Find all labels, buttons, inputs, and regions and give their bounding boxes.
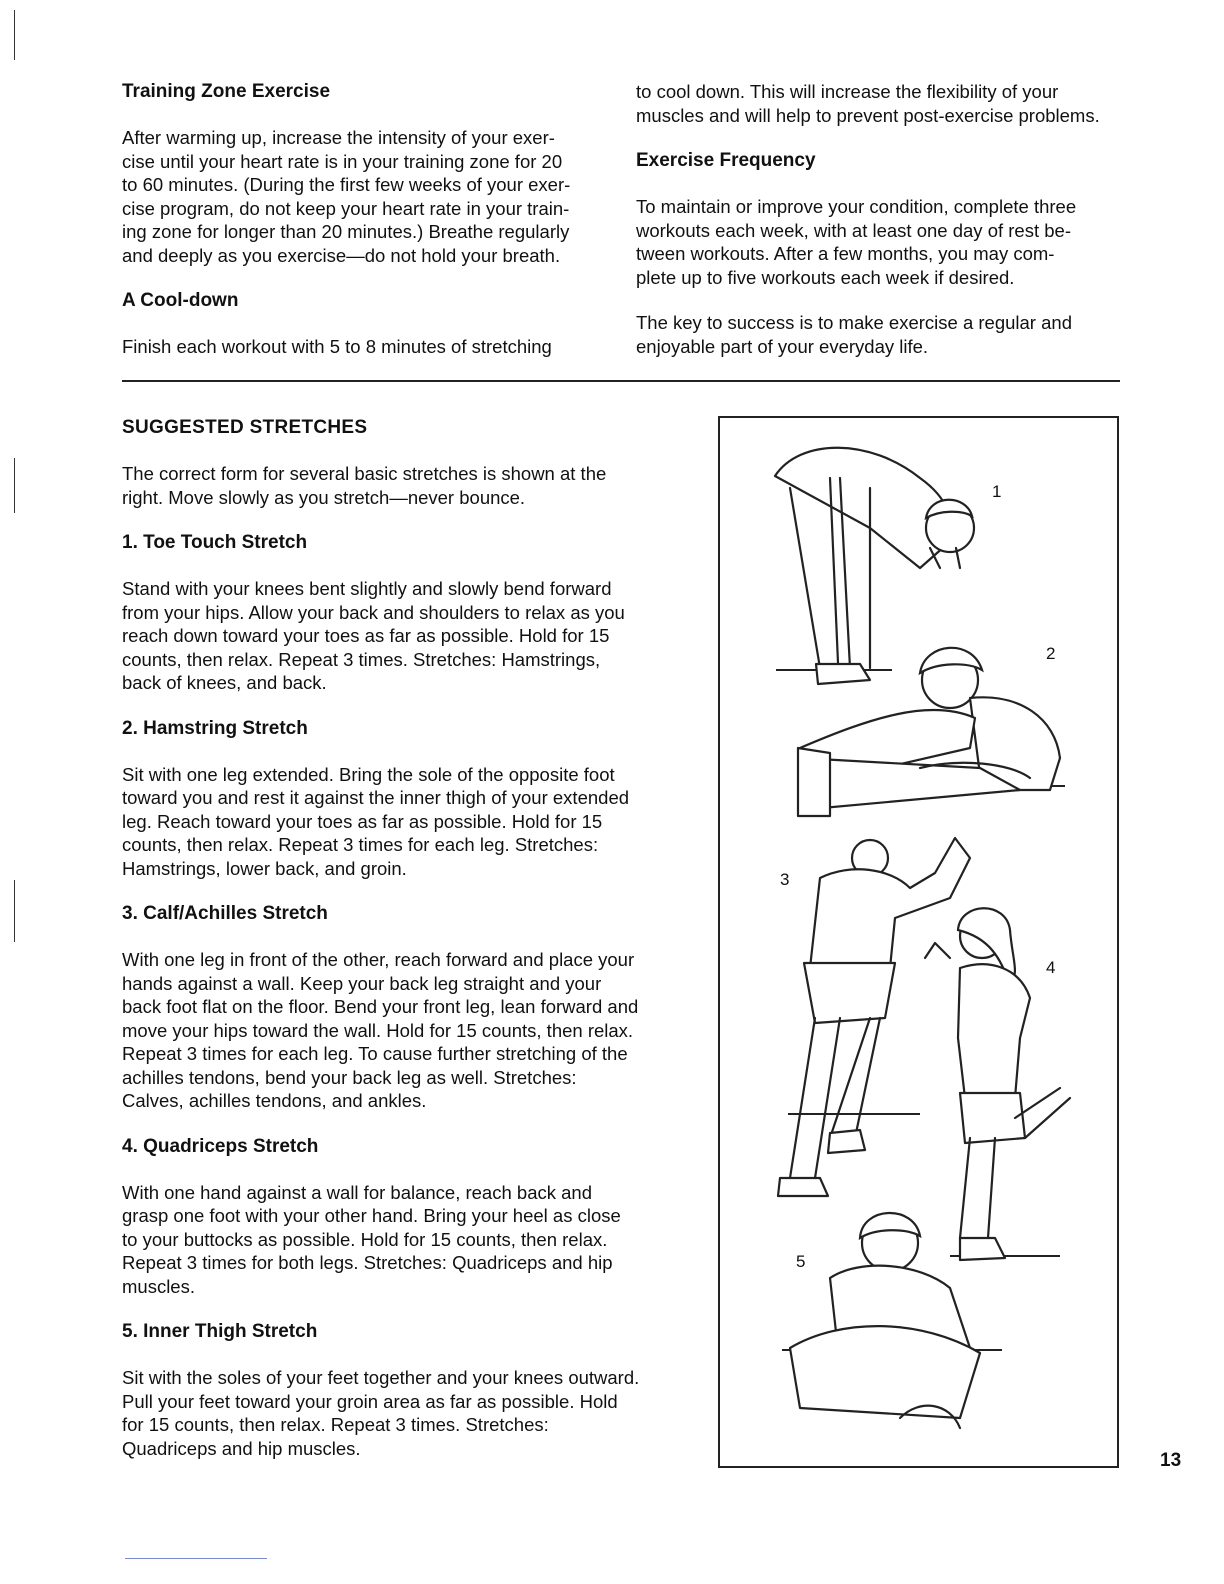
section-divider <box>122 380 1120 382</box>
inner-thigh-heading: 5. Inner Thigh Stretch <box>122 1321 318 1342</box>
figure-label-4: 4 <box>1046 958 1056 977</box>
margin-mark <box>14 880 15 942</box>
figure-label-3: 3 <box>780 870 790 889</box>
key-to-success-text: The key to success is to make exercise a regular and enjoyable part of your everyday life. <box>636 312 1072 357</box>
cooldown-text: Finish each workout with 5 to 8 minutes of stretching <box>122 336 552 357</box>
margin-mark <box>14 458 15 513</box>
footer-line <box>125 1558 267 1559</box>
training-zone-heading: Training Zone Exercise <box>122 81 331 102</box>
suggested-stretches-heading: SUGGESTED STRETCHES <box>122 417 368 438</box>
figure-label-2: 2 <box>1046 644 1056 663</box>
stretch-figures-drawing <box>720 418 1117 1466</box>
hamstring-text: Sit with one leg extended. Bring the sole of the opposite foot toward you and rest it against the inner thigh of your extended leg. Reach toward your toes as far as possible. Hold for 15 counts, then relax. Repeat 3 times for each leg. Stretches: Hamstrings, lower back, and groin. <box>122 763 630 879</box>
page-number: 13 <box>1160 1450 1182 1471</box>
exercise-frequency-heading: Exercise Frequency <box>636 150 816 171</box>
figure-calf-achilles <box>778 838 970 1196</box>
cooldown-continued: to cool down. This will increase the flexibility of your muscles and will help to prevent post-exercise problems. <box>636 81 1100 126</box>
toe-touch-heading: 1. Toe Touch Stretch <box>122 532 308 553</box>
inner-thigh-text: Sit with the soles of your feet together and your knees outward. Pull your feet toward your groin area as far as possible. Hold for 15 counts, then relax. Repeat 3 times. Stretches: Quadriceps and hip muscles. <box>122 1367 640 1459</box>
top-left-column <box>122 80 602 359</box>
top-right-column <box>636 80 1124 358</box>
stretches-intro: The correct form for several basic stretches is shown at the right. Move slowly as you stretch—never bounce. <box>122 463 607 508</box>
quadriceps-heading: 4. Quadriceps Stretch <box>122 1135 319 1157</box>
margin-mark <box>14 10 15 60</box>
figure-label-1: 1 <box>992 482 1002 501</box>
cooldown-heading: A Cool-down <box>122 290 239 311</box>
exercise-frequency-text: To maintain or improve your condition, complete three workouts each week, with at least one day of rest be- tween workouts. After a few months, you may com- plete up to five workouts each week if desired. <box>636 196 1077 288</box>
calf-achilles-text: With one leg in front of the other, reach forward and place your hands against a wall. Keep your back leg straight and your back foot flat on the floor. Bend your front leg, lean forward and move your hips toward the wall. Hold for 15 counts, then relax. Repeat 3 times for each leg. To cause further stretching of the achilles tendons, bend your back leg as well. Stretches: Calves, achilles tendons, and ankles. <box>122 949 639 1111</box>
quadriceps-text: With one hand against a wall for balance, reach back and grasp one foot with your other hand. Bring your heel as close to your buttocks as possible. Hold for 15 counts, then relax. Repeat 3 times for both legs. Stretches: Quadriceps and hip muscles. <box>122 1181 621 1297</box>
stretches-column <box>122 416 702 1460</box>
calf-achilles-heading: 3. Calf/Achilles Stretch <box>122 903 328 924</box>
stretches-illustration <box>718 416 1119 1468</box>
toe-touch-text: Stand with your knees bent slightly and slowly bend forward from your hips. Allow your back and shoulders to relax as you reach down toward your toes as far as possible. Hold for 15 counts, then relax. Repeat 3 times. Stretches: Hamstrings, back of knees, and back. <box>122 578 625 693</box>
figure-label-5: 5 <box>796 1252 806 1271</box>
training-zone-text: After warming up, increase the intensity of your exer- cise until your heart rate is in your training zone for 20 to 60 minutes. (During the first few weeks of your exer- cise program, do not keep your heart rate in your train- ing zone for longer than 20 minutes.) Breathe regularly and deeply as you exercise—do not hold your breath. <box>122 127 571 266</box>
hamstring-heading: 2. Hamstring Stretch <box>122 717 308 739</box>
